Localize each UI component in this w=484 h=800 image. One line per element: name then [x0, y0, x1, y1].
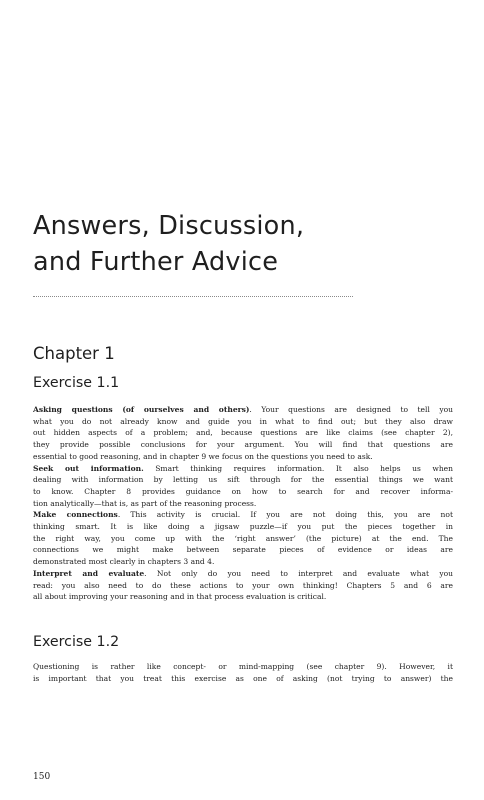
body-line — [33, 556, 453, 568]
line-text: all about improving your reasoning and in that process evaluation is critical. — [33, 592, 327, 602]
body-line — [33, 404, 453, 416]
body-line — [33, 533, 453, 545]
page-title — [33, 208, 453, 280]
line-text: read: you also need to do these actions to your own thinking! Chapters 5 and 6 are — [33, 580, 453, 590]
page-title-line-2: and Further Advice — [33, 247, 279, 277]
bold-lead: Seek out information. — [33, 463, 144, 473]
bold-lead: Asking questions (of ourselves and others) — [33, 405, 250, 414]
body-line — [33, 580, 453, 592]
exercise-heading-1-2: Exercise 1.2 — [33, 634, 120, 650]
line-text: . Not only do you need to interpret and evaluate what you — [144, 568, 453, 578]
chapter-heading: Chapter 1 — [33, 344, 115, 363]
line-text: demonstrated most clearly in chapters 3 and 4. — [33, 557, 215, 567]
exercise-1-2-body — [33, 661, 453, 684]
line-text: is important that you treat this exercise as one of asking (not trying to answer) the — [33, 673, 453, 683]
line-text: Smart thinking requires information. It also helps us when — [143, 463, 453, 473]
line-text: essential to good reasoning, and in chapter 9 we focus on the questions you need to ask. — [33, 451, 373, 461]
body-line — [33, 416, 453, 428]
body-line — [33, 439, 453, 451]
line-text: . Your questions are designed to tell you — [249, 405, 453, 414]
line-text: dealing with information by letting us sift through for the essential things we want — [33, 475, 453, 485]
line-text: they provide possible conclusions for your argument. You will find that questions are — [33, 440, 453, 450]
body-line — [33, 474, 453, 486]
bold-lead: Make connections — [33, 510, 118, 520]
body-line — [33, 661, 453, 673]
exercise-1-1-body — [33, 404, 453, 603]
body-line — [33, 544, 453, 556]
page-number: 150 — [33, 772, 51, 782]
body-line — [33, 427, 453, 439]
line-text: what you do not already know and guide you in what to find out; but they also draw — [33, 416, 453, 426]
line-text: out hidden aspects of a problem; and, because questions are like claims (see chapter 2), — [33, 428, 453, 438]
body-line — [33, 568, 453, 580]
body-line — [33, 486, 453, 498]
line-text: Questioning is rather like concept- or mind-mapping (see chapter 9). However, it — [33, 662, 453, 671]
body-line — [33, 673, 453, 685]
line-text: tion analytically—that is, as part of the reasoning process. — [33, 498, 257, 508]
body-line — [33, 509, 453, 521]
line-text: to know. Chapter 8 provides guidance on how to search for and recover informa- — [33, 486, 453, 496]
title-divider — [33, 296, 353, 297]
body-line — [33, 451, 453, 463]
line-text: thinking smart. It is like doing a jigsaw puzzle—if you put the pieces together in — [33, 522, 453, 532]
body-line — [33, 498, 453, 510]
page-title-line-1: Answers, Discussion, — [33, 211, 305, 241]
line-text: . This activity is crucial. If you are not doing this, you are not — [117, 510, 453, 520]
bold-lead: Interpret and evaluate — [33, 568, 145, 578]
body-line — [33, 521, 453, 533]
body-line — [33, 591, 453, 603]
body-line — [33, 463, 453, 475]
line-text: connections we might make between separate pieces of evidence or ideas are — [33, 545, 453, 555]
exercise-heading-1-1: Exercise 1.1 — [33, 375, 120, 391]
line-text: the right way, you come up with the ‘right answer’ (the picture) at the end. The — [33, 533, 453, 543]
